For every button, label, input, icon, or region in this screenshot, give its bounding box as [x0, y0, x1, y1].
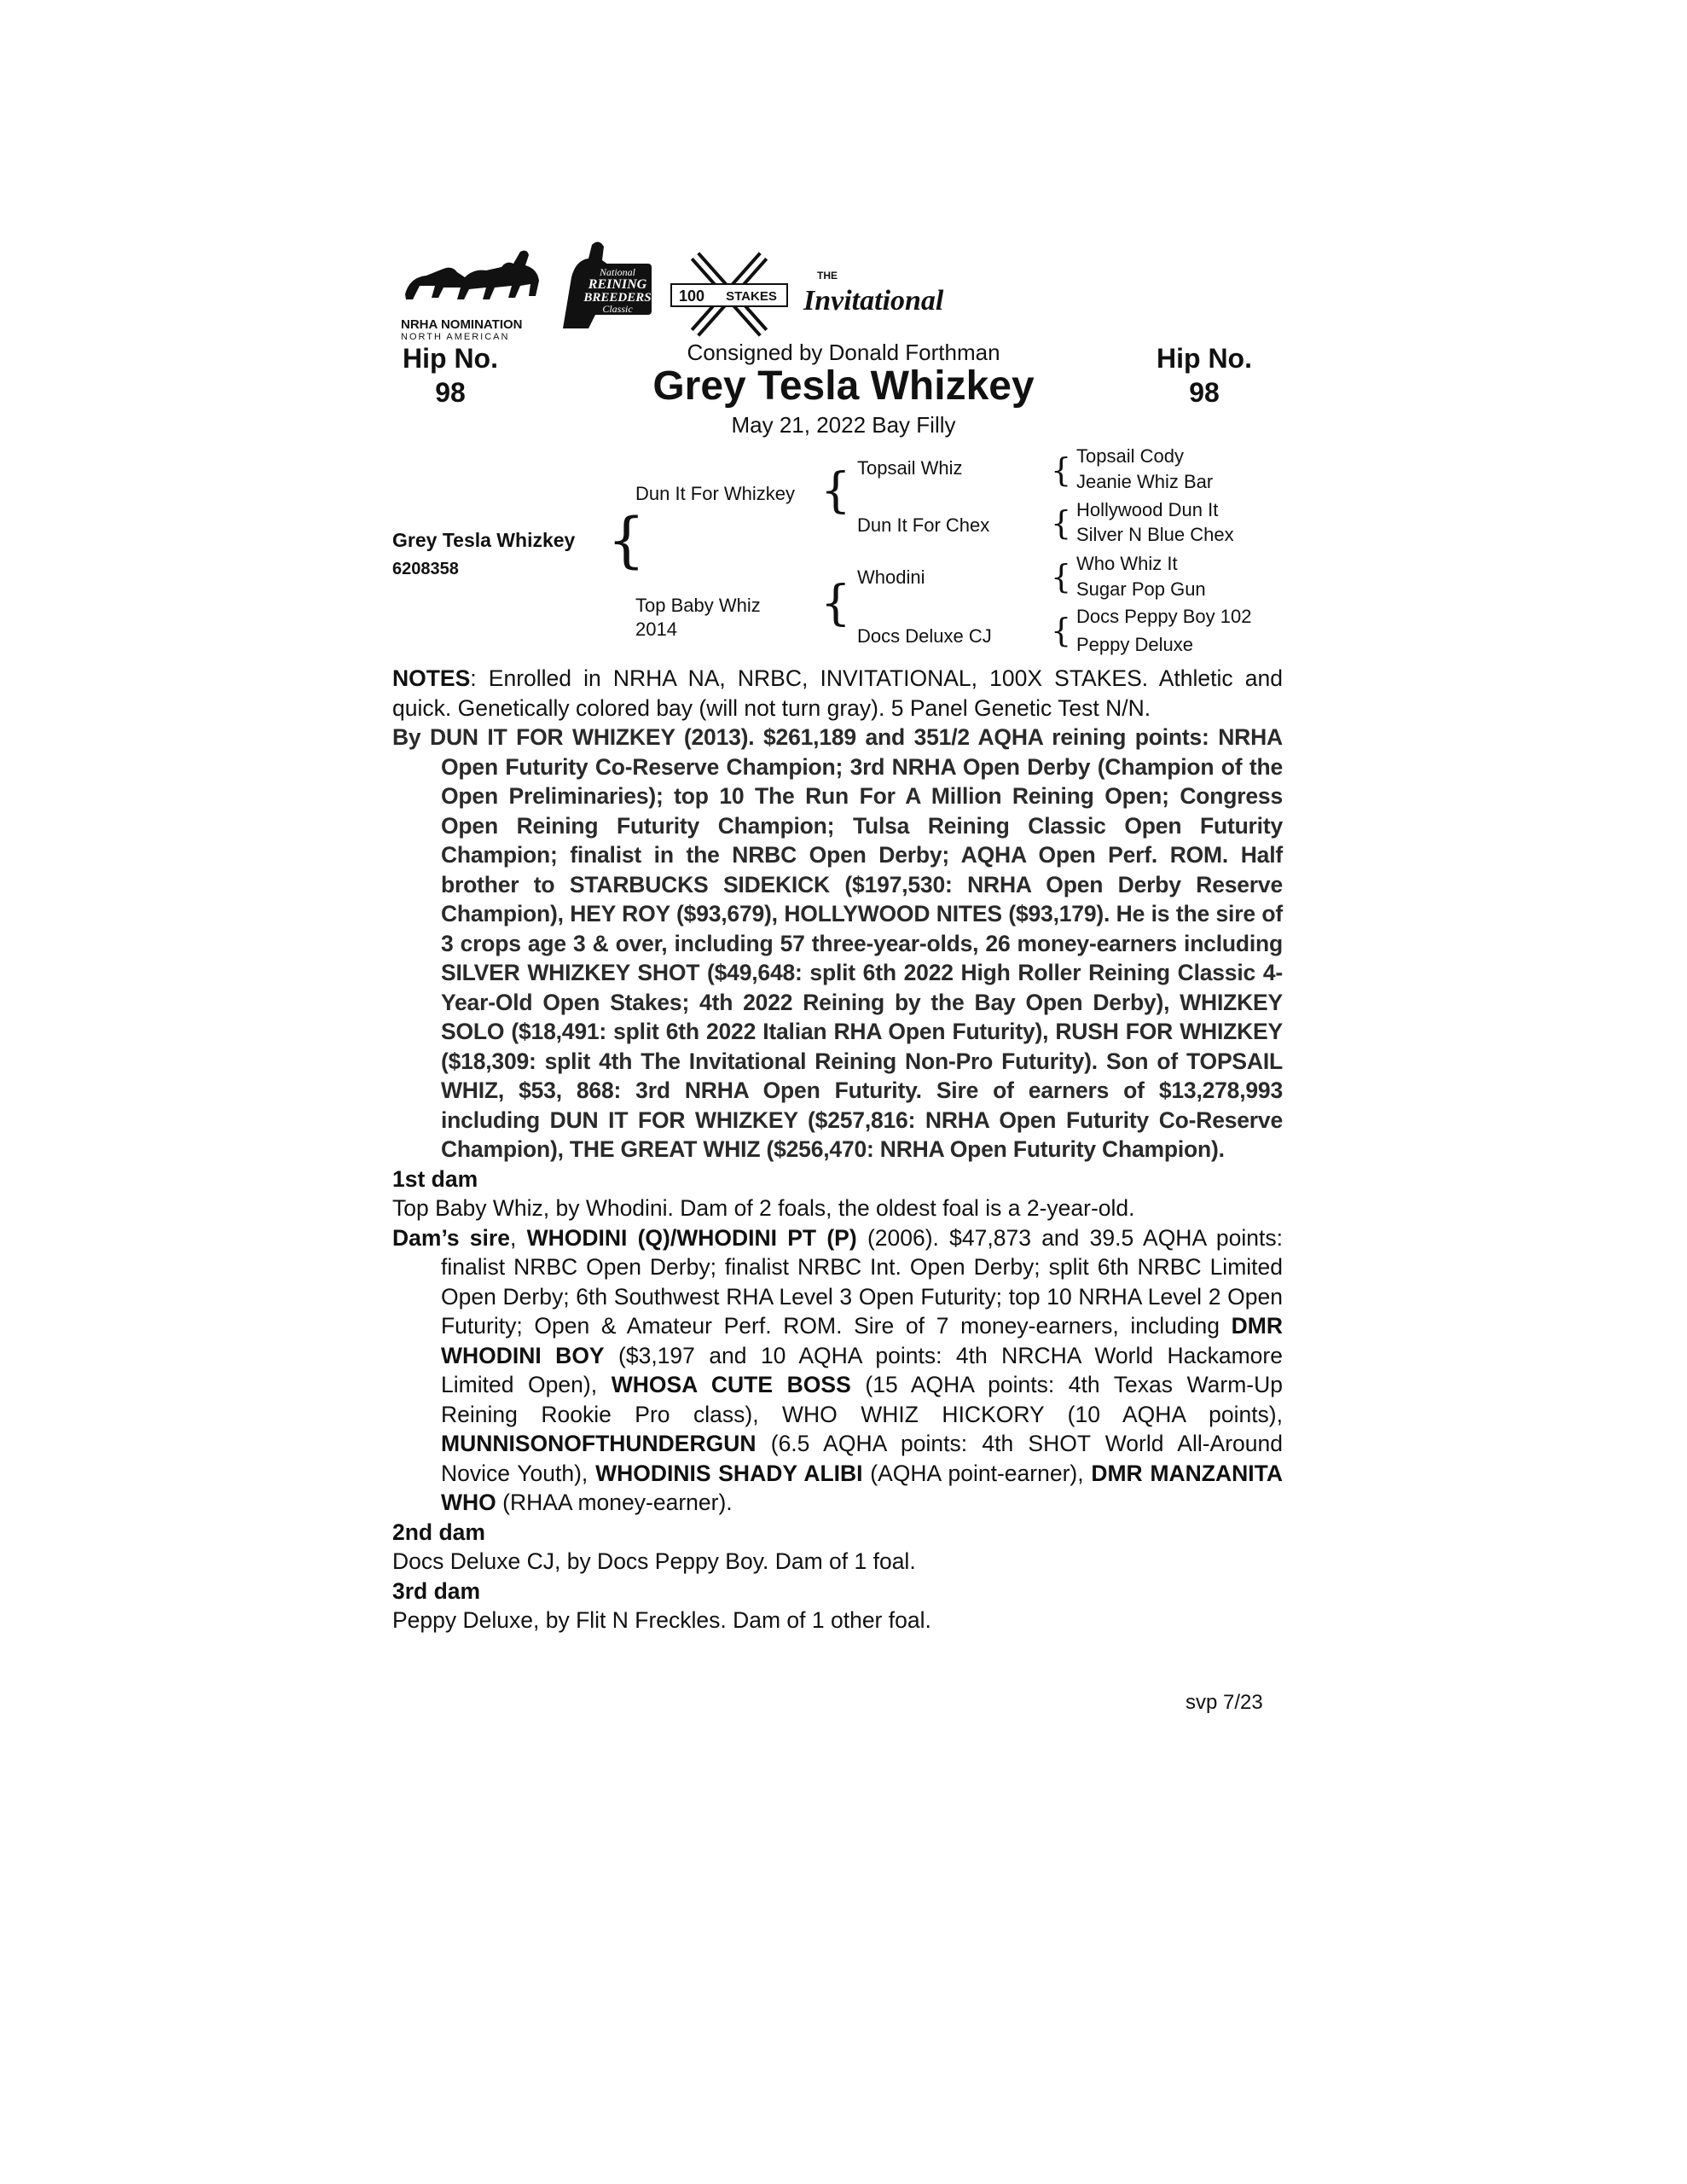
hip-number-left: 98 [435, 377, 466, 408]
notes-paragraph [392, 664, 1283, 723]
dams-sire-n4: WHODINIS SHADY ALIBI [595, 1460, 863, 1486]
invitational-the: THE [817, 270, 838, 282]
horses-silhouette-icon [401, 243, 546, 311]
brace-g3-2-icon: { [1051, 504, 1072, 542]
pedigree-g3-1: Topsail Cody [1076, 445, 1184, 467]
dams-sire-t4: (6.5 AQHA points: 4th SHOT World All-Around Novice Youth), [441, 1431, 1283, 1486]
sire-paragraph: By DUN IT FOR WHIZKEY (2013). $261,189 and 351/2 AQHA reining points: NRHA Open Futurity Co-Reserve Champion; 3rd NRHA Open Derby (Champion of the Open Preliminaries); top 10 The Run For A Million Reining Open; Congress Open Reining Futurity Champion; Tulsa Reining Classic Open Futurity Champion; finalist in the NRBC Open Derby; AQHA Open Perf. ROM. Half brother to STARBUCKS SIDEKICK ($197,530: NRHA Open Derby Reserve Champion), HEY ROY ($93,679), HOLLYWOOD NITES ($93,179). He is the sire of 3 crops age 3 & over, including 57 three-year-olds, 26 money-earners including SILVER WHIZKEY SHOT ($49,648: split 6th 2022 High Roller Reining Classic 4-Year-Old Open Stakes; 4th 2022 Reining by the Bay Open Derby), WHIZKEY SOLO ($18,491: split 6th 2022 Italian RHA Open Futurity), RUSH FOR WHIZKEY ($18,309: split 4th The Invitational Reining Non-Pro Futurity). Son of TOPSAIL WHIZ, $53, 868: 3rd NRHA Open Futurity. Sire of earners of $13,278,993 including DUN IT FOR WHIZKEY ($257,816: NRHA Open Futurity Co-Reserve Champion), THE GREAT WHIZ ($256,470: NRHA Open Futurity Champion). [392, 724, 1283, 1162]
dams-sire-comma: , [509, 1224, 527, 1251]
pedigree-g3-8: Peppy Deluxe [1076, 634, 1193, 655]
pedigree-g3-6: Sugar Pop Gun [1076, 578, 1206, 600]
dams-sire-n2: WHOSA CUTE BOSS [611, 1372, 851, 1397]
pedigree-g3-4: Silver N Blue Chex [1076, 524, 1234, 545]
pedigree-sire-sire: Topsail Whiz [857, 457, 963, 479]
dams-sire-name: WHODINI (Q)/WHODINI PT (P) [526, 1224, 857, 1251]
dams-sire-t5: (AQHA point-earner), [862, 1460, 1092, 1486]
brace-sire-icon: { [820, 463, 851, 519]
pedigree-sire: Dun It For Whizkey [635, 483, 796, 504]
nrbc-line1: National [599, 266, 636, 278]
brace-g3-4-icon: { [1051, 612, 1072, 649]
pedigree-dam-sire: Whodini [857, 566, 925, 588]
catalog-body [392, 664, 1283, 1635]
dams-sire-t1: (2006). $47,873 and 39.5 AQHA points: finalist NRBC Open Derby; finalist NRBC Int. Open Derby; split 6th NRBC Limited Open Derby; 6th Southwest RHA Level 3 Open Futurity; top 10 NRHA Level 2 Open Futurity; Open & Amateur Perf. ROM. Sire of 7 money-earners, including [441, 1224, 1283, 1339]
second-dam-text: Docs Deluxe CJ, by Docs Peppy Boy. Dam of 1 foal. [392, 1548, 916, 1574]
dams-sire-n3: MUNNISONOFTHUNDERGUN [441, 1431, 757, 1456]
pedigree-subject: Grey Tesla Whizkey [392, 529, 576, 551]
first-dam-text: Top Baby Whiz, by Whodini. Dam of 2 foals, the oldest foal is a 2-year-old. [392, 1195, 1135, 1221]
nrha-line2: NORTH AMERICAN [401, 332, 510, 342]
rider-silhouette-icon [554, 235, 657, 337]
pedigree-g3-5: Who Whiz It [1076, 553, 1178, 574]
brace-g3-1-icon: { [1051, 451, 1072, 489]
first-dam-heading: 1st dam [392, 1165, 478, 1192]
hip-label-right: Hip No. [1157, 343, 1252, 374]
stakes-number: 100 [678, 288, 705, 305]
invitational-logo [800, 260, 954, 328]
stakes-word: STAKES [726, 289, 777, 304]
pedigree-sire-dam: Dun It For Chex [857, 514, 990, 536]
hip-number-right: 98 [1189, 377, 1220, 408]
nrha-nomination-logo [401, 243, 546, 346]
nrbc-logo [554, 235, 657, 337]
consignor-line: Consigned by Donald Forthman [687, 340, 1000, 365]
horse-name-title: Grey Tesla Whizkey [652, 363, 1035, 409]
100x-stakes-logo [670, 252, 789, 337]
third-dam-text: Peppy Deluxe, by Flit N Freckles. Dam of 1 other foal. [392, 1607, 931, 1633]
brace-dam-icon: { [820, 576, 851, 631]
brace-subject-icon: { [607, 505, 646, 575]
invitational-script-icon [800, 260, 954, 328]
notes-label: NOTES [392, 665, 471, 691]
third-dam-heading: 3rd dam [392, 1577, 481, 1604]
pedigree-g3-7: Docs Peppy Boy 102 [1076, 606, 1252, 627]
second-dam-heading: 2nd dam [392, 1519, 485, 1545]
invitational-word: Invitational [803, 285, 944, 317]
footer-code: svp 7/23 [1186, 1691, 1263, 1714]
nrbc-line4: Classic [602, 303, 633, 315]
pedigree-dam-year: 2014 [635, 619, 677, 640]
dams-sire-n5: DMR MANZANITA WHO [441, 1460, 1283, 1515]
hip-label-left: Hip No. [403, 343, 498, 374]
pedigree-dam-dam: Docs Deluxe CJ [857, 625, 992, 647]
pedigree-dam: Top Baby Whiz [635, 595, 761, 616]
nrbc-line3: BREEDERS [583, 291, 652, 305]
sales-logos [401, 235, 947, 346]
notes-text: : Enrolled in NRHA NA, NRBC, INVITATIONAL, 100X STAKES. Athletic and quick. Genetically colored bay (will not turn gray). 5 Panel Genetic Test N/N. [392, 665, 1283, 721]
pedigree-g3-2: Jeanie Whiz Bar [1076, 471, 1214, 492]
dams-sire-paragraph [392, 1223, 1283, 1518]
dams-sire-n1: DMR WHODINI BOY [441, 1313, 1283, 1368]
dams-sire-t2: ($3,197 and 10 AQHA points: 4th NRCHA World Hackamore Limited Open), [441, 1342, 1283, 1397]
dams-sire-t3: (15 AQHA points: 4th Texas Warm-Up Reining Rookie Pro class), WHO WHIZ HICKORY (10 AQHA points), [441, 1372, 1283, 1427]
foaling-info: May 21, 2022 Bay Filly [731, 412, 956, 438]
nrha-line1: NRHA NOMINATION [401, 317, 523, 332]
dams-sire-t6: (RHAA money-earner). [496, 1490, 733, 1515]
dams-sire-label: Dam’s sire [392, 1224, 510, 1251]
pedigree-g3-3: Hollywood Dun It [1076, 499, 1219, 520]
brace-g3-3-icon: { [1051, 558, 1072, 595]
nrbc-line2: REINING [588, 277, 647, 292]
pedigree-reg-number: 6208358 [392, 560, 459, 578]
x-stakes-icon [670, 252, 789, 337]
